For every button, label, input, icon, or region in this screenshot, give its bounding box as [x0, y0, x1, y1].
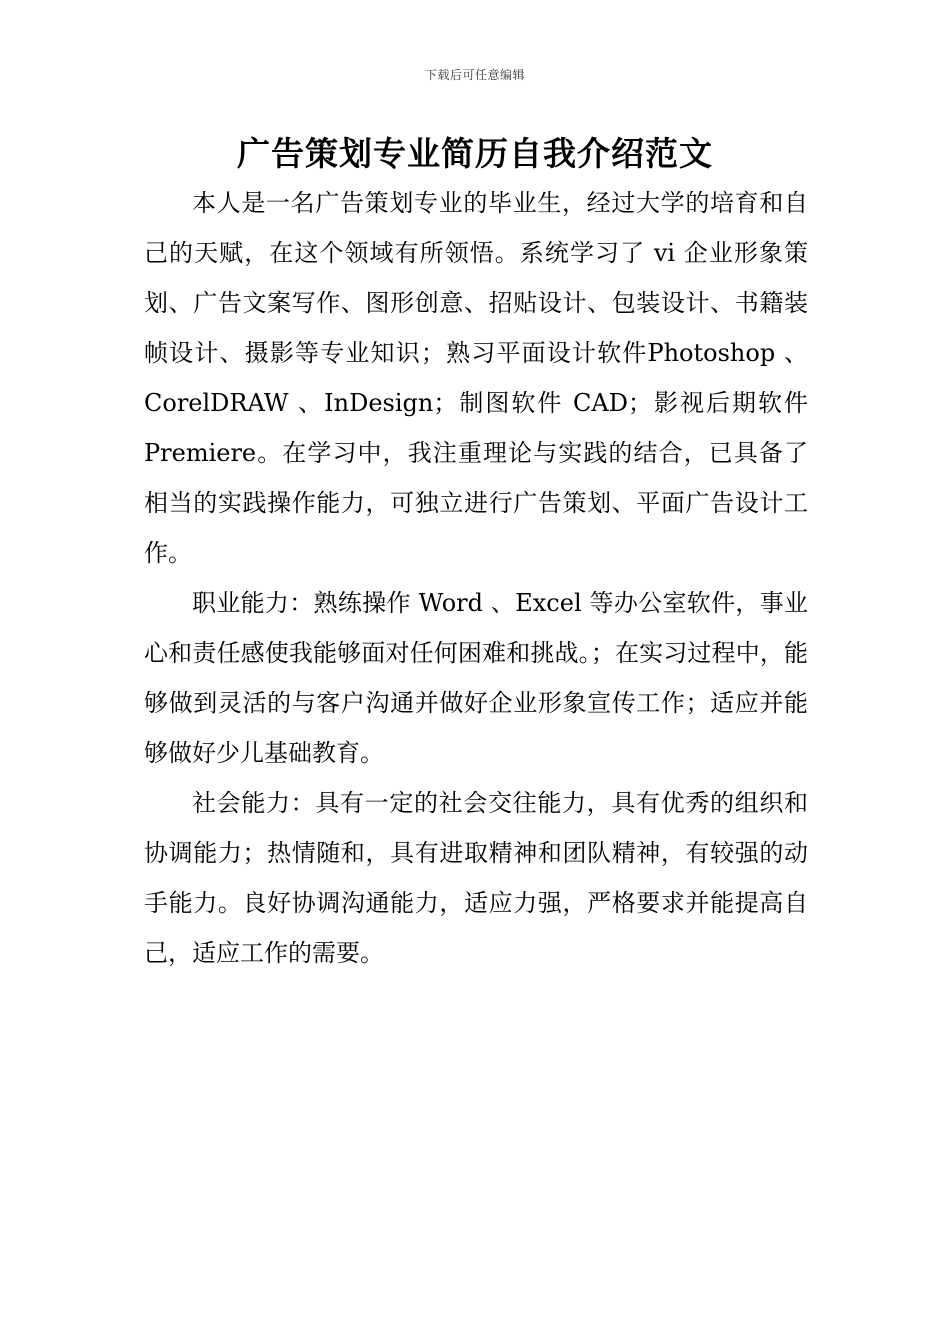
paragraph-intro: 本人是一名广告策划专业的毕业生，经过大学的培育和自己的天赋，在这个领域有所领悟。系统学习了 vi 企业形象策划、广告文案写作、图形创意、招贴设计、包装设计、书籍装帧设计、摄影等专业知识；熟习平面设计软件Photoshop 、CorelDRAW 、InDesign；制图软件 CAD；影视后期软件 Premiere。在学习中，我注重理论与实践的结合，已具备了相当的实践操作能力，可独立进行广告策划、平面广告设计工作。	[144, 189, 808, 567]
paragraph-social-ability: 社会能力：具有一定的社会交往能力，具有优秀的组织和协调能力；热情随和，具有进取精神和团队精神，有较强的动手能力。良好协调沟通能力，适应力强，严格要求并能提高自己，适应工作的需要。	[144, 789, 808, 967]
document-title: 广告策划专业简历自我介绍范文	[237, 134, 713, 173]
paragraph-professional-ability: 职业能力：熟练操作 Word 、Excel 等办公室软件，事业心和责任感使我能够面对任何困难和挑战。；在实习过程中，能够做到灵活的与客户沟通并做好企业形象宣传工作；适应并能够做好少儿基础教育。	[144, 589, 808, 767]
document-body	[144, 178, 808, 978]
header-note: 下载后可任意编辑	[424, 68, 525, 82]
